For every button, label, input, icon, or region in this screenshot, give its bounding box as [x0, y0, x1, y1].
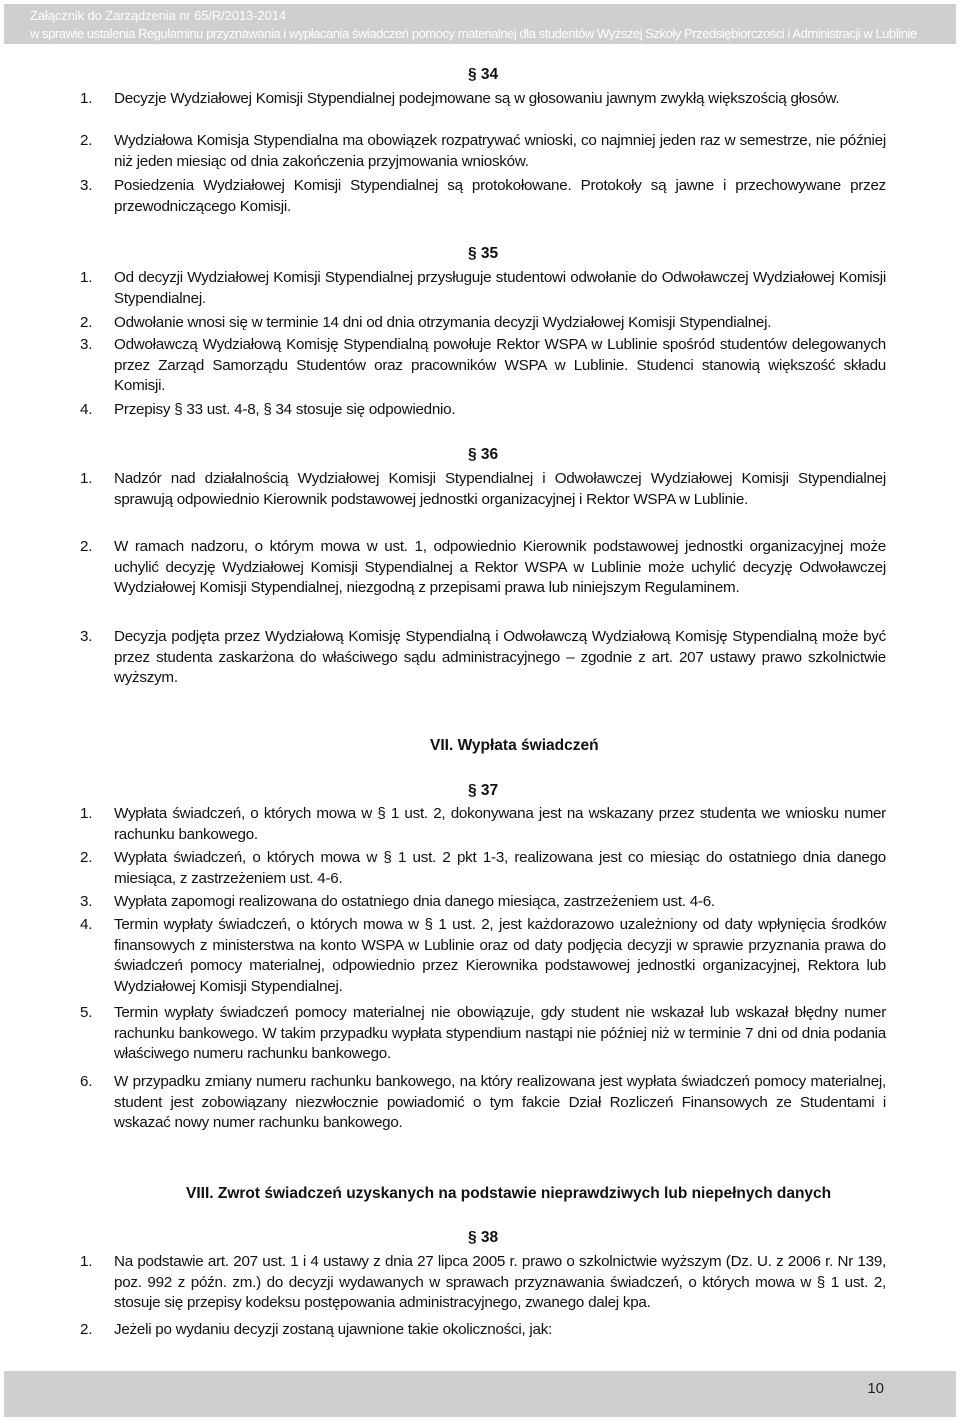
item-number: 4. [80, 401, 93, 418]
item-number: 2. [80, 132, 93, 149]
list-item [80, 268, 886, 309]
list-item [80, 131, 886, 172]
list-item [80, 1003, 886, 1065]
page-footer [4, 1371, 956, 1417]
list-item [80, 89, 886, 110]
item-number: 1. [80, 1253, 93, 1270]
item-number: 3. [80, 336, 93, 353]
item-text: Wydziałowa Komisja Stypendialna ma obowiązek rozpatrywać wnioski, co najmniej jeden raz w semestrze, nie później niż jeden miesiąc od dnia zakończenia przyjmowania wniosków. [114, 132, 886, 170]
item-number: 3. [80, 177, 93, 194]
section-35-title: § 35 [468, 245, 499, 262]
list-item [80, 313, 886, 334]
item-number: 1. [80, 269, 93, 286]
list-item [80, 848, 886, 889]
item-number: 2. [80, 314, 93, 331]
list-item [80, 400, 886, 421]
section-36-title: § 36 [468, 446, 499, 463]
list-item [80, 1320, 886, 1341]
list-item [80, 335, 886, 397]
item-number: 4. [80, 916, 93, 933]
item-text: W przypadku zmiany numeru rachunku bankowego, na który realizowana jest wypłata świadczeń pomocy materialnej, student jest zobowiązany niezwłocznie powiadomić o tym fakcie Dział Rozliczeń Finansowych ze Studentami i wskazać nowy numer rachunku bankowego. [114, 1073, 886, 1132]
list-item [80, 915, 886, 997]
chapter-7-heading: VII. Wypłata świadczeń [430, 737, 599, 754]
section-37-title: § 37 [468, 782, 499, 799]
item-text: Decyzje Wydziałowej Komisji Stypendialnej podejmowane są w głosowaniu jawnym zwykłą większością głosów. [114, 90, 840, 107]
page-number: 10 [867, 1380, 884, 1397]
item-number: 6. [80, 1073, 93, 1090]
section-34-title: § 34 [468, 66, 499, 83]
item-text: Wypłata świadczeń, o których mowa w § 1 ust. 2 pkt 1-3, realizowana jest co miesiąc do ostatniego dnia danego miesiąca, z zastrzeżeniem ust. 4-6. [114, 849, 886, 887]
list-item [80, 1252, 886, 1314]
item-text: Odwołanie wnosi się w terminie 14 dni od dnia otrzymania decyzji Wydziałowej Komisji Stypendialnej. [114, 314, 772, 331]
item-number: 1. [80, 805, 93, 822]
item-text: Termin wypłaty świadczeń pomocy materialnej nie obowiązuje, gdy student nie wskazał lub wskazał błędny numer rachunku bankowego. W takim przypadku wypłata stypendium nastąpi nie później niż w terminie 7 dni od dnia podania właściwego numeru rachunku bankowego. [114, 1004, 886, 1063]
item-text: Jeżeli po wydaniu decyzji zostaną ujawnione takie okoliczności, jak: [114, 1321, 553, 1338]
list-item [80, 469, 886, 510]
item-text: Wypłata zapomogi realizowana do ostatniego dnia danego miesiąca, zastrzeżeniem ust. 4-6. [114, 893, 715, 910]
item-text: Od decyzji Wydziałowej Komisji Stypendialnej przysługuje studentowi odwołanie do Odwoławczej Wydziałowej Komisji Stypendialnej. [114, 269, 886, 307]
list-item [80, 627, 886, 689]
item-number: 1. [80, 90, 93, 107]
item-text: Decyzja podjęta przez Wydziałową Komisję Stypendialną i Odwoławczą Wydziałową Komisję Stypendialną może być przez studenta zaskarżona do właściwego sądu administracyjnego – zgodnie z art. 207 ustawy prawo szkolnictwie wyższym. [114, 628, 886, 687]
item-number: 2. [80, 849, 93, 866]
item-number: 3. [80, 628, 93, 645]
header-line-2: w sprawie ustalenia Regulaminu przyznawania i wypłacania świadczeń pomocy materialnej dla studentów Wyższej Szkoły Przedsiębiorczości i Administracji w Lublinie [30, 26, 917, 41]
section-38-title: § 38 [468, 1229, 499, 1246]
item-text: Termin wypłaty świadczeń, o których mowa w § 1 ust. 2, jest każdorazowo uzależniony od daty wpłynięcia środków finansowych z ministerstwa na konto WSPA w Lublinie oraz od daty podjęcia decyzji w sprawie przyznania prawa do świadczeń pomocy materialnej, odpowiednio przez Kierownika podstawowej jednostki organizacyjnej, Rektora lub Wydziałowej Komisji Stypendialnej. [114, 916, 886, 995]
item-number: 3. [80, 893, 93, 910]
item-number: 1. [80, 470, 93, 487]
list-item [80, 176, 886, 217]
list-item [80, 804, 886, 845]
list-item [80, 1072, 886, 1134]
item-text: Wypłata świadczeń, o których mowa w § 1 ust. 2, dokonywana jest na wskazany przez studenta we wniosku numer rachunku bankowego. [114, 805, 886, 843]
list-item [80, 892, 886, 913]
item-text: Posiedzenia Wydziałowej Komisji Stypendialnej są protokołowane. Protokoły są jawne i przechowywane przez przewodniczącego Komisji. [114, 177, 886, 215]
item-text: Odwoławczą Wydziałową Komisję Stypendialną powołuje Rektor WSPA w Lublinie spośród studentów delegowanych przez Zarząd Samorządu Studentów oraz pracowników WSPA w Lublinie. Studenci stanowią większość składu Komisji. [114, 336, 886, 395]
item-text: W ramach nadzoru, o którym mowa w ust. 1, odpowiednio Kierownik podstawowej jednostki organizacyjnej może uchylić decyzję Wydziałowej Komisji Stypendialnej a Rektor WSPA w Lublinie może uchylić decyzję Odwoławczej Wydziałowej Komisji Stypendialnej, niezgodną z przepisami prawa lub niniejszym Regulaminem. [114, 538, 886, 597]
chapter-8-heading: VIII. Zwrot świadczeń uzyskanych na podstawie nieprawdziwych lub niepełnych danych [186, 1185, 832, 1202]
item-number: 2. [80, 538, 93, 555]
item-text: Na podstawie art. 207 ust. 1 i 4 ustawy z dnia 27 lipca 2005 r. prawo o szkolnictwie wyższym (Dz. U. z 2006 r. Nr 139, poz. 992 z późn. zm.) do decyzji wydawanych w sprawach przyznawania świadczeń, o których mowa w § 1 ust. 2, stosuje się przepisy kodeksu postępowania administracyjnego, zwanego dalej kpa. [114, 1253, 886, 1312]
item-number: 2. [80, 1321, 93, 1338]
page-header [4, 4, 956, 44]
item-text: Przepisy § 33 ust. 4-8, § 34 stosuje się odpowiednio. [114, 401, 456, 418]
item-number: 5. [80, 1004, 93, 1021]
list-item [80, 537, 886, 599]
header-line-1: Załącznik do Zarządzenia nr 65/R/2013-2014 [30, 8, 286, 23]
item-text: Nadzór nad działalnością Wydziałowej Komisji Stypendialnej i Odwoławczej Wydziałowej Komisji Stypendialnej sprawują odpowiednio Kierownik podstawowej jednostki organizacyjnej i Rektor WSPA w Lublinie. [114, 470, 886, 508]
